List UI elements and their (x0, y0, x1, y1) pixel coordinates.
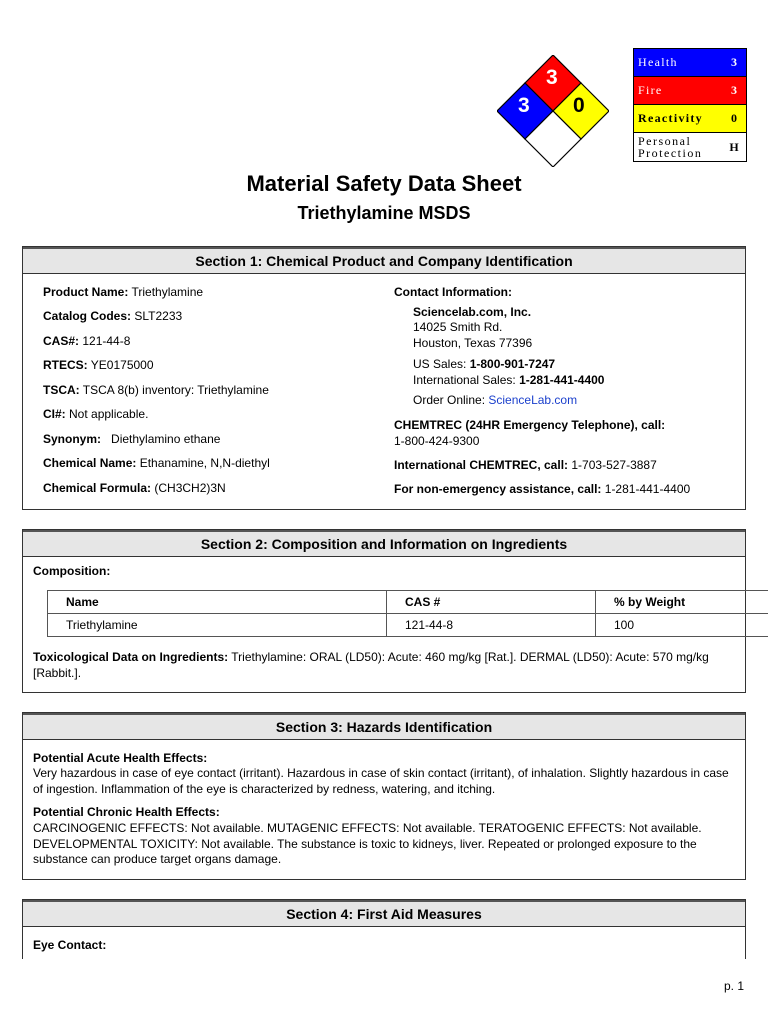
section-heading: Section 1: Chemical Product and Company Identification (23, 247, 745, 274)
table-row (48, 614, 768, 637)
table-cell: 121-44-8 (387, 614, 596, 637)
synonym-line: Synonym: Diethylamino ethane (43, 432, 221, 446)
column-header: % by Weight (596, 591, 768, 614)
chronic-effects-label: Potential Chronic Health Effects: (33, 805, 220, 819)
section-heading: Section 3: Hazards Identification (23, 713, 745, 740)
hazard-row-personal-protection (634, 133, 746, 162)
nfpa-fire-number: 3 (546, 66, 558, 89)
table-header-row (48, 591, 768, 614)
eye-contact-label: Eye Contact: (33, 938, 107, 952)
us-sales-line: US Sales: 1-800-901-7247 (413, 357, 556, 371)
address-line-2: Houston, Texas 77396 (413, 336, 533, 350)
hazard-label: Health (638, 55, 678, 69)
table-cell: 100 (596, 614, 768, 637)
document-subtitle: Triethylamine MSDS (297, 203, 471, 223)
section-3 (22, 712, 746, 880)
section-4 (22, 899, 746, 959)
contact-label: Contact Information: (394, 285, 512, 299)
acute-effects-text: Very hazardous in case of eye contact (irritant). Hazardous in case of skin contact (irritant), of inhalation. Slightly hazardous in case of ingestion. Inflammation of the eye is characterized by redness, watering, and itching. (33, 766, 729, 796)
ci-line: CI#: Not applicable. (43, 407, 149, 421)
chemtrec-number: 1-800-424-9300 (394, 434, 480, 448)
column-header: Name (48, 591, 387, 614)
table-cell: Triethylamine (48, 614, 387, 637)
non-emergency-line: For non-emergency assistance, call: 1-281-441-4400 (394, 482, 691, 496)
intl-chemtrec-line: International CHEMTREC, call: 1-703-527-3887 (394, 458, 657, 472)
tsca-line: TSCA: TSCA 8(b) inventory: Triethylamine (43, 383, 269, 397)
toxicological-data: Toxicological Data on Ingredients: Triethylamine: ORAL (LD50): Acute: 460 mg/kg [Rat.]. DERMAL (LD50): Acute: 570 mg/kg [Rabbit.]. (33, 650, 709, 680)
chemical-formula-line: Chemical Formula: (CH3CH2)3N (43, 481, 226, 495)
section-heading: Section 4: First Aid Measures (23, 900, 745, 927)
chemtrec-label: CHEMTREC (24HR Emergency Telephone), call: (394, 418, 666, 432)
hazard-label: Reactivity (638, 111, 703, 125)
product-name-line: Product Name: Triethylamine (43, 285, 204, 299)
hazard-value: 3 (731, 83, 737, 97)
cas-line: CAS#: 121-44-8 (43, 334, 131, 348)
company-name: Sciencelab.com, Inc. (413, 305, 532, 319)
chronic-effects-text: CARCINOGENIC EFFECTS: Not available. MUTAGENIC EFFECTS: Not available. TERATOGENIC EFFECTS: Not available. DEVELOPMENTAL TOXICITY: Not available. The substance is toxic to kidneys, liver. Repeated or prolonged exposure to the substance can produce target organs damage. (33, 821, 702, 866)
chemical-name-line: Chemical Name: Ethanamine, N,N-diethyl (43, 456, 270, 470)
hazard-label: Fire (638, 83, 663, 97)
hazard-rating-table (633, 48, 747, 162)
catalog-codes-line: Catalog Codes: SLT2233 (43, 309, 183, 323)
hazard-row-reactivity (634, 105, 746, 133)
address-line-1: 14025 Smith Rd. (413, 320, 503, 334)
section-2 (22, 529, 746, 693)
hazard-row-fire (634, 77, 746, 105)
composition-label: Composition: (33, 564, 111, 578)
hazard-row-health (634, 49, 746, 77)
nfpa-health-number: 3 (518, 94, 530, 117)
acute-effects-label: Potential Acute Health Effects: (33, 751, 208, 765)
document-title: Material Safety Data Sheet (246, 171, 522, 196)
section-heading: Section 2: Composition and Information on Ingredients (23, 530, 745, 557)
intl-sales-line: International Sales: 1-281-441-4400 (413, 373, 605, 387)
hazard-value: 0 (731, 111, 737, 125)
composition-table (47, 590, 768, 637)
page-number: p. 1 (723, 979, 744, 993)
hazard-label: Personal Protection (638, 134, 703, 160)
hazard-value: H (729, 139, 739, 154)
rtecs-line: RTECS: YE0175000 (43, 358, 154, 372)
hazard-value: 3 (731, 55, 737, 69)
column-header: CAS # (387, 591, 596, 614)
section-1 (22, 246, 746, 510)
order-online-line: Order Online: ScienceLab.com (413, 393, 578, 407)
nfpa-reactivity-number: 0 (573, 94, 585, 117)
sciencelab-link[interactable]: ScienceLab.com (488, 393, 578, 407)
